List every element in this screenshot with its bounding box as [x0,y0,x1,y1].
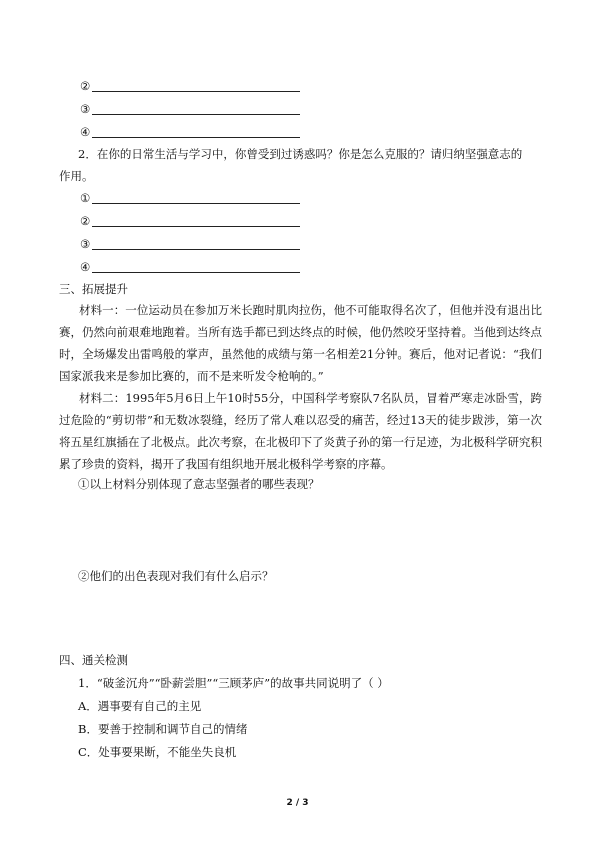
material-2-paragraph: 材料二：1995年5月6日上午10时55分，中国科学考察队7名队员，冒着严寒走冰卧雪，跨过危险的“剪切带”和无数冰裂缝，经历了常人难以忍受的痛苦，经过13天的徒步跋涉，第一次将五星红旗插在了北极点。此次考察，在北极印下了炎黄子孙的第一行足迹，为北极科学研究积累了珍贵的资料，揭开了我国有组织地开展北极科学考察的序幕。 [59,391,542,471]
answer-blank[interactable] [80,78,300,94]
question-2-line-1: 2．在你的日常生活与学习中，你曾受到过诱惑吗？你是怎么克服的？请归纳坚强意志的 [78,147,523,161]
answer-blank[interactable] [80,190,300,206]
section-4-heading: 四、通关检测 [59,653,128,667]
blank-line [92,191,300,204]
question-2-line-2: 作用。 [59,169,94,183]
mcq-option-b[interactable]: B．要善于控制和调节自己的情绪 [78,722,248,736]
mcq-option-a[interactable]: A．遇事要有自己的主见 [78,699,202,713]
blank-number: ④ [80,125,91,139]
blank-number: ② [80,214,91,228]
material-question-2: ②他们的出色表现对我们有什么启示？ [78,569,274,583]
answer-blank[interactable] [80,236,300,252]
answer-blank[interactable] [80,213,300,229]
answer-blank[interactable] [80,124,300,140]
mcq-question-1: 1．“破釜沉舟”“卧薪尝胆”“三顾茅庐”的故事共同说明了（ ） [78,676,389,690]
blank-line [92,260,300,273]
blank-line [92,237,300,250]
section-3-heading: 三、拓展提升 [59,282,128,296]
blank-number: ④ [80,260,91,274]
blank-number: ③ [80,102,91,116]
answer-blank[interactable] [80,259,300,275]
page-number: 2 / 3 [286,798,309,808]
blank-number: ① [80,191,91,205]
blank-number: ③ [80,237,91,251]
blank-number: ② [80,79,91,93]
material-question-1: ①以上材料分别体现了意志坚强者的哪些表现？ [78,477,320,491]
blank-line [92,214,300,227]
answer-blank[interactable] [80,101,300,117]
blank-line [92,125,300,138]
blank-line [92,79,300,92]
blank-line [92,102,300,115]
mcq-option-c[interactable]: C．处事要果断，不能坐失良机 [78,745,237,759]
material-1-paragraph: 材料一：一位运动员在参加万米长跑时肌肉拉伤，他不可能取得名次了，但他并没有退出比赛，仍然向前艰难地跑着。当所有选手都已到达终点的时候，他仍然咬牙坚持着。当他到达终点时，全场爆发出雷鸣般的掌声，虽然他的成绩与第一名相差21分钟。赛后，他对记者说：“我们国家派我来是参加比赛的，而不是来听发令枪响的。” [59,303,542,383]
